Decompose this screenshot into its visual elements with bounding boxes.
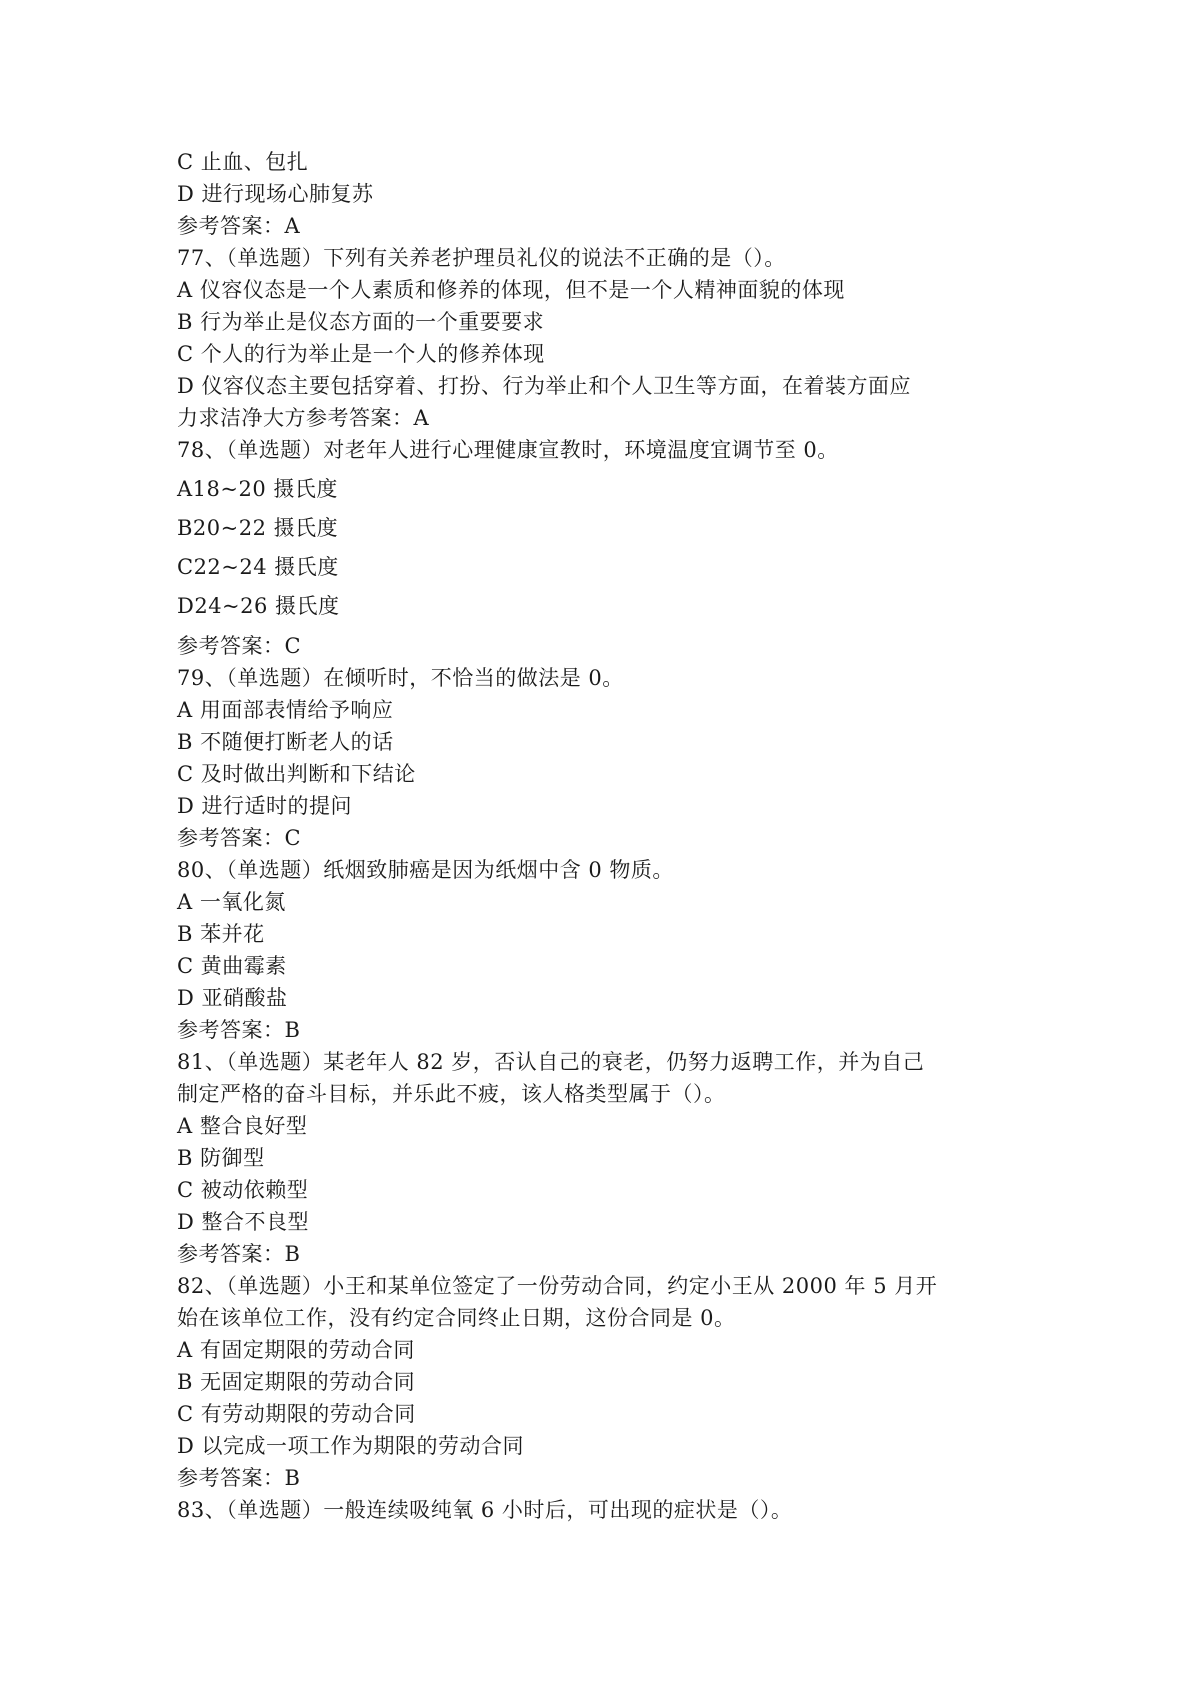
option-d-q80: D 亚硝酸盐	[177, 986, 288, 1010]
option-a-q77: A 仪容仪态是一个人素质和修养的体现，但不是一个人精神面貌的体现	[177, 278, 845, 302]
answer-q76: 参考答案：A	[177, 214, 301, 238]
option-a-q82: A 有固定期限的劳动合同	[177, 1338, 415, 1362]
option-a-q80: A 一氧化氮	[177, 890, 286, 914]
option-a-q81: A 整合良好型	[177, 1114, 308, 1138]
answer-q78: 参考答案：C	[177, 634, 302, 658]
option-b-q77: B 行为举止是仪态方面的一个重要要求	[177, 310, 545, 334]
option-c-q78: C22~24 摄氏度	[177, 555, 339, 579]
answer-q82: 参考答案：B	[177, 1466, 301, 1490]
option-d-q76: D 进行现场心肺复苏	[177, 182, 374, 206]
option-d-q77: D 仪容仪态主要包括穿着、打扮、行为举止和个人卫生等方面，在着装方面应	[177, 374, 912, 398]
option-c-q80: C 黄曲霉素	[177, 954, 287, 978]
option-d-q82: D 以完成一项工作为期限的劳动合同	[177, 1434, 525, 1458]
option-b-q82: B 无固定期限的劳动合同	[177, 1370, 416, 1394]
option-c-q76: C 止血、包扎	[177, 150, 309, 174]
question-83: 83、（单选题）一般连续吸纯氧 6 小时后，可出现的症状是（）。	[177, 1498, 793, 1522]
question-79: 79、（单选题）在倾听时，不恰当的做法是 0。	[177, 666, 624, 690]
question-81-cont: 制定严格的奋斗目标，并乐此不疲，该人格类型属于（）。	[177, 1082, 726, 1106]
option-a-q79: A 用面部表情给予响应	[177, 698, 394, 722]
option-b-q80: B 苯并花	[177, 922, 265, 946]
question-78: 78、（单选题）对老年人进行心理健康宣教时，环境温度宜调节至 0。	[177, 438, 839, 462]
question-77: 77、（单选题）下列有关养老护理员礼仪的说法不正确的是（）。	[177, 246, 786, 270]
question-80: 80、（单选题）纸烟致肺癌是因为纸烟中含 0 物质。	[177, 858, 674, 882]
option-c-q82: C 有劳动期限的劳动合同	[177, 1402, 416, 1426]
option-d-q77-cont: 力求洁净大方参考答案：A	[177, 406, 430, 430]
answer-q79: 参考答案：C	[177, 826, 302, 850]
question-81: 81、（单选题）某老年人 82 岁，否认自己的衰老，仍努力返聘工作，并为自己	[177, 1050, 925, 1074]
option-d-q79: D 进行适时的提问	[177, 794, 353, 818]
option-b-q78: B20~22 摄氏度	[177, 516, 339, 540]
option-c-q81: C 被动依赖型	[177, 1178, 309, 1202]
answer-q81: 参考答案：B	[177, 1242, 301, 1266]
option-b-q79: B 不随便打断老人的话	[177, 730, 394, 754]
document-page	[177, 146, 1017, 1526]
option-b-q81: B 防御型	[177, 1146, 265, 1170]
answer-q80: 参考答案：B	[177, 1018, 301, 1042]
option-a-q78: A18~20 摄氏度	[177, 477, 338, 501]
question-82-cont: 始在该单位工作，没有约定合同终止日期，这份合同是 0。	[177, 1306, 736, 1330]
option-c-q79: C 及时做出判断和下结论	[177, 762, 416, 786]
option-c-q77: C 个人的行为举止是一个人的修养体现	[177, 342, 545, 366]
question-82: 82、（单选题）小王和某单位签定了一份劳动合同，约定小王从 2000 年 5 月开	[177, 1274, 938, 1298]
option-d-q81: D 整合不良型	[177, 1210, 310, 1234]
option-d-q78: D24~26 摄氏度	[177, 594, 340, 618]
